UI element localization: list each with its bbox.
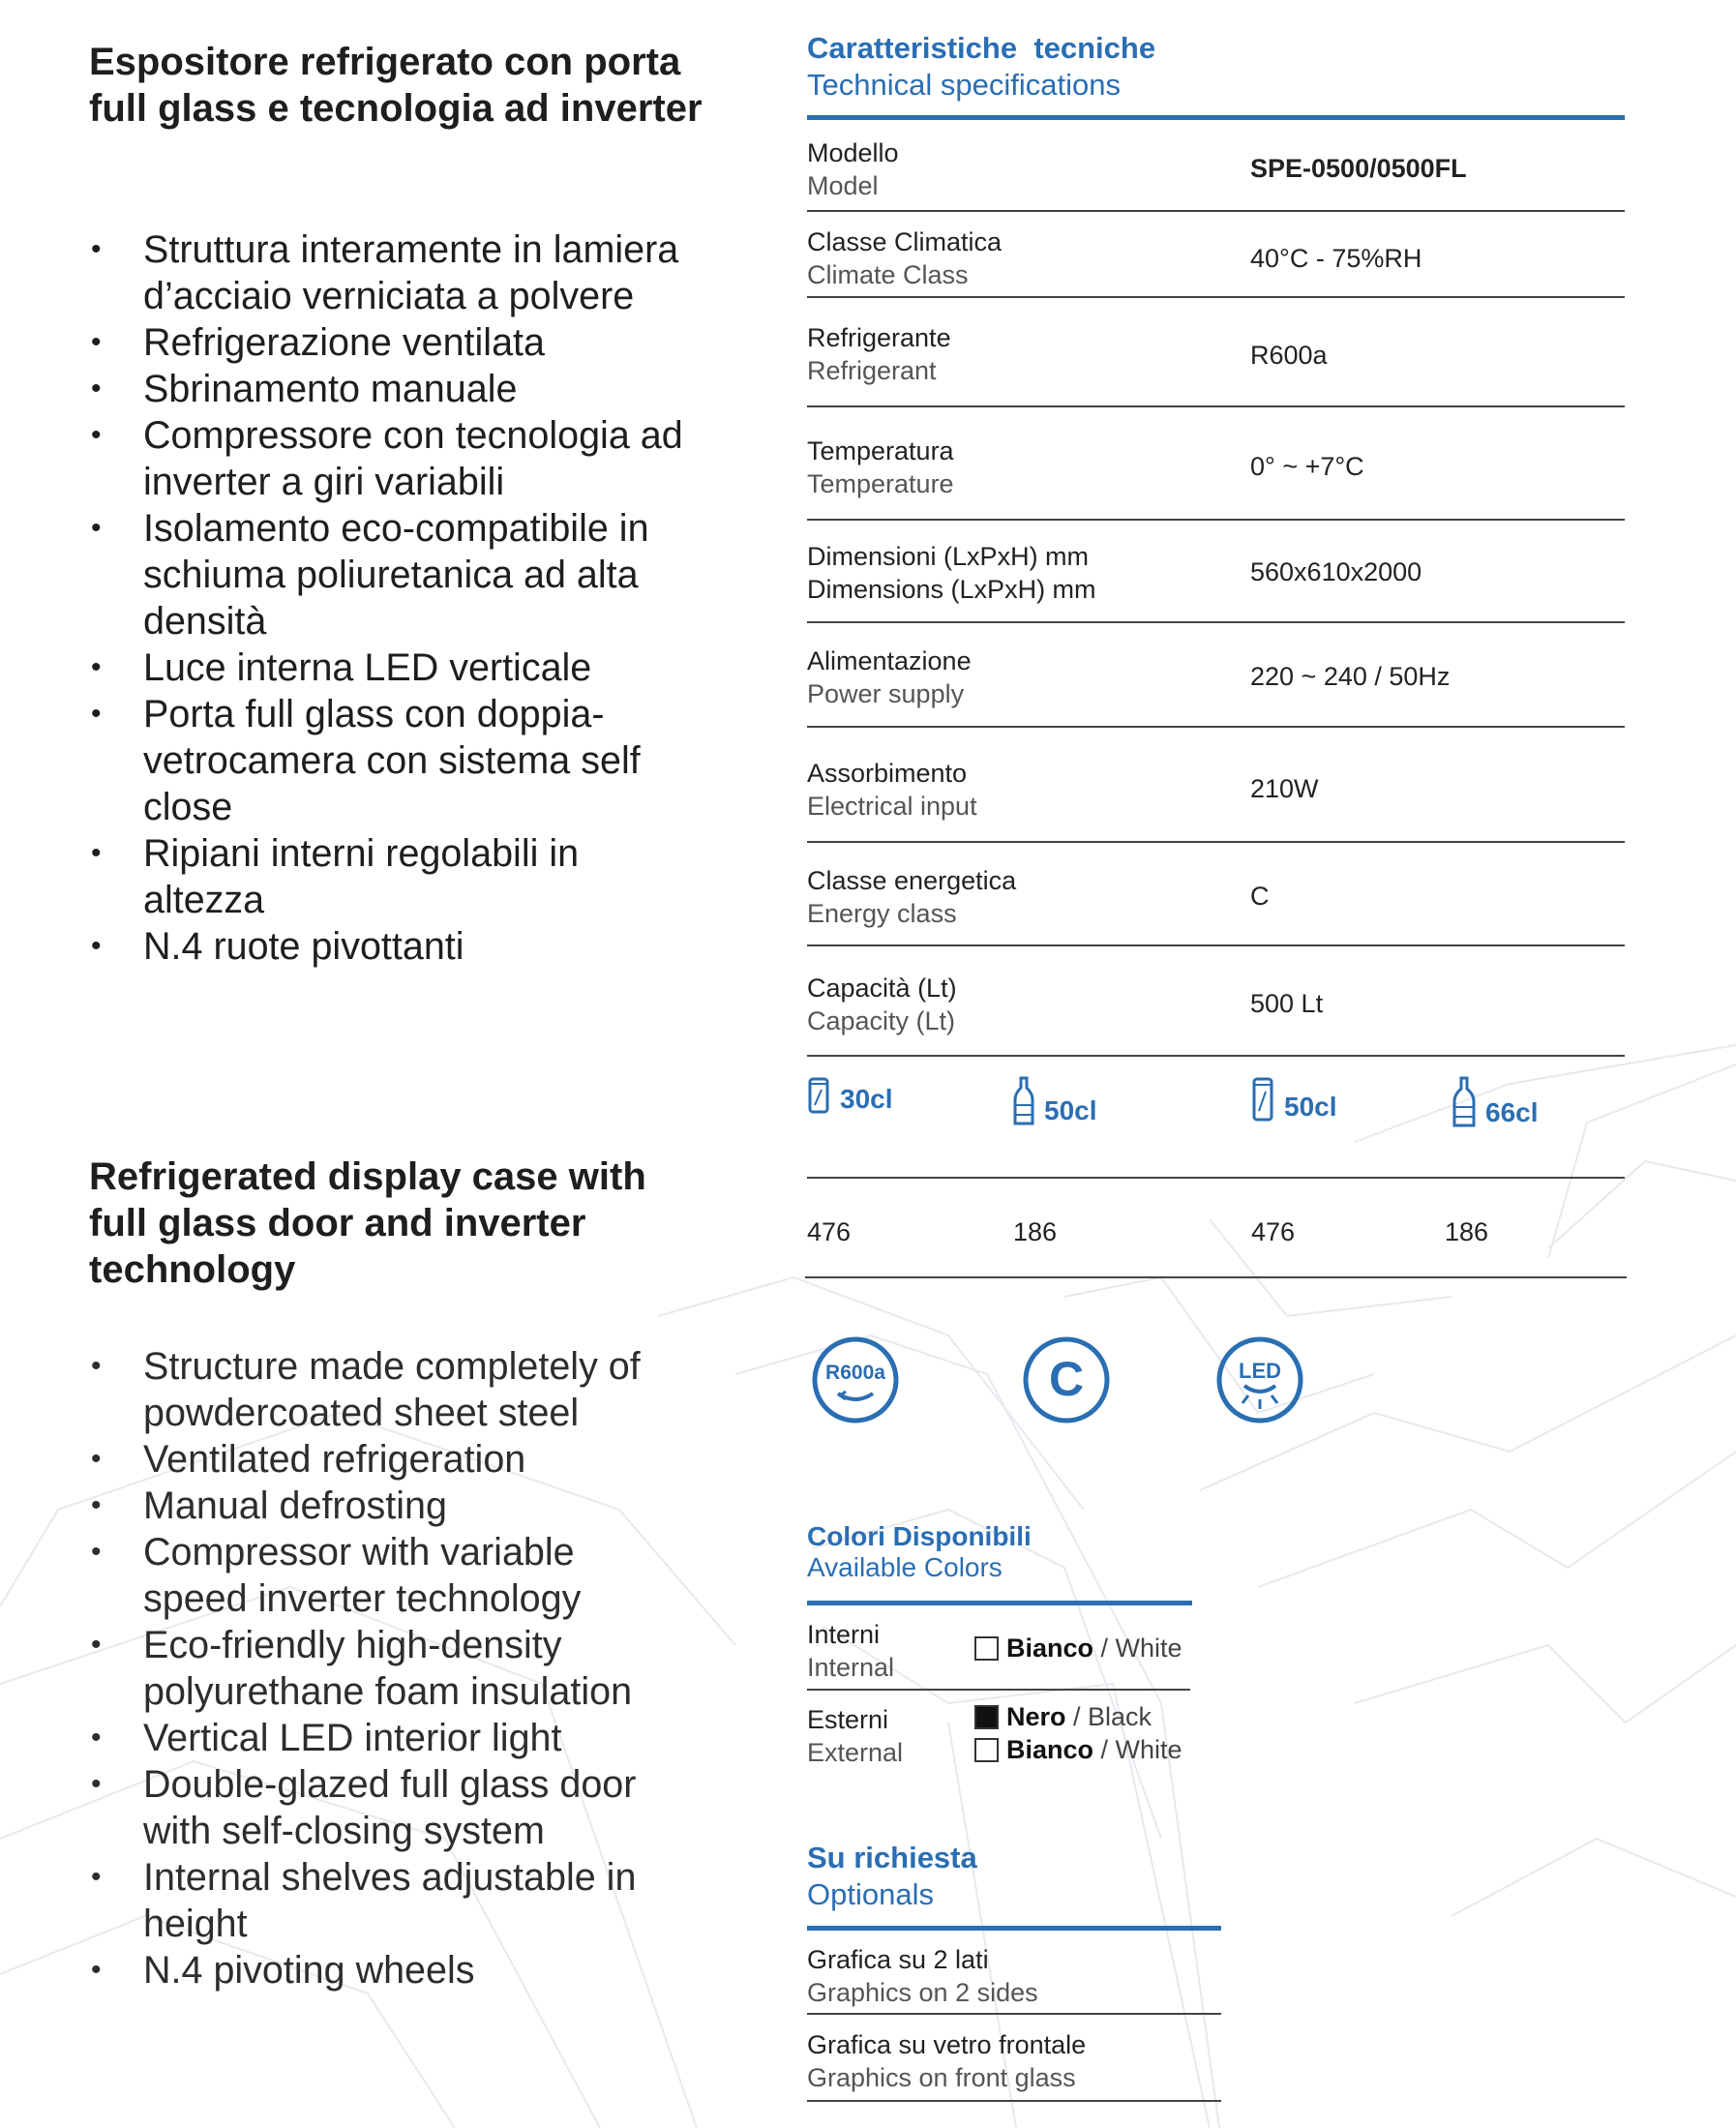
color-name: Bianco bbox=[1006, 1735, 1094, 1764]
color-row-external bbox=[807, 1703, 903, 1769]
color-row-internal bbox=[807, 1618, 894, 1684]
white-swatch-icon bbox=[974, 1636, 999, 1661]
optional-label: Grafica su 2 lati bbox=[807, 1945, 989, 1974]
spec-table bbox=[807, 121, 1625, 1057]
color-divider bbox=[807, 1689, 1190, 1691]
list-item: • Porta full glass con doppia-vetrocamera con sistema self close bbox=[89, 691, 689, 830]
spec-label-en: Refrigerant bbox=[807, 356, 937, 385]
list-item: • Isolamento eco-compatibile in schiuma poliuretanica ad alta densità bbox=[89, 505, 689, 644]
spec-label: Dimensioni (LxPxH) mm bbox=[807, 542, 1090, 571]
optional-label-en: Graphics on 2 sides bbox=[807, 1978, 1038, 2007]
specs-heading-rule bbox=[807, 115, 1625, 120]
capacity-item bbox=[807, 1076, 893, 1115]
spec-label-en: Dimensions (LxPxH) mm bbox=[807, 575, 1096, 604]
spec-value: C bbox=[1250, 882, 1270, 911]
optional-label-en: Graphics on front glass bbox=[807, 2063, 1076, 2092]
spec-label-en: Power supply bbox=[807, 679, 965, 708]
specs-heading-it: Caratteristiche tecniche bbox=[807, 31, 1156, 65]
color-label-en: External bbox=[807, 1738, 904, 1767]
spec-label-en: Energy class bbox=[807, 899, 957, 928]
colors-heading-en: Available Colors bbox=[807, 1552, 1003, 1582]
list-item: • Double-glazed full glass door with self-closing system bbox=[89, 1761, 689, 1854]
spec-value: 210W bbox=[1250, 774, 1319, 803]
spec-row-power-supply bbox=[807, 623, 1625, 728]
italian-feature-list bbox=[89, 226, 689, 970]
spec-label-en: Electrical input bbox=[807, 792, 977, 821]
spec-label-en: Capacity (Lt) bbox=[807, 1006, 956, 1035]
capacity-label: 50cl bbox=[1284, 1092, 1337, 1122]
r600a-badge-label: R600a bbox=[825, 1362, 885, 1384]
color-option bbox=[974, 1702, 1152, 1732]
spec-label-en: Temperature bbox=[807, 469, 954, 498]
spec-label: Classe energetica bbox=[807, 866, 1017, 895]
spec-value: 0° ~ +7°C bbox=[1250, 452, 1364, 481]
color-label-en: Internal bbox=[807, 1653, 895, 1682]
black-swatch-icon bbox=[974, 1705, 999, 1729]
spec-row-electrical-input bbox=[807, 728, 1625, 843]
capacity-count: 476 bbox=[1251, 1217, 1296, 1246]
color-option bbox=[974, 1633, 1182, 1663]
led-badge-label: LED bbox=[1239, 1359, 1281, 1383]
optionals-heading-en: Optionals bbox=[807, 1877, 934, 1911]
capacity-label: 66cl bbox=[1485, 1097, 1539, 1127]
led-badge-icon bbox=[1215, 1335, 1304, 1424]
spec-row-dimensions bbox=[807, 521, 1625, 623]
capacity-item bbox=[1452, 1076, 1539, 1128]
list-item: • Internal shelves adjustable in height bbox=[89, 1854, 689, 1947]
capacity-count: 186 bbox=[1013, 1217, 1058, 1246]
spec-value: R600a bbox=[1250, 341, 1328, 370]
capacity-divider bbox=[807, 1177, 1625, 1179]
list-item: • Ripiani interni regolabili in altezza bbox=[89, 830, 689, 923]
spec-label: Assorbimento bbox=[807, 759, 968, 788]
capacity-label: 50cl bbox=[1044, 1095, 1097, 1125]
list-item: • Vertical LED interior light bbox=[89, 1715, 689, 1761]
list-item: • Ventilated refrigeration bbox=[89, 1436, 689, 1483]
list-item: • N.4 pivoting wheels bbox=[89, 1947, 689, 1993]
capacity-item bbox=[1251, 1076, 1337, 1123]
spec-value: 220 ~ 240 / 50Hz bbox=[1250, 662, 1451, 691]
spec-row-temperature bbox=[807, 407, 1625, 521]
color-label: Esterni bbox=[807, 1705, 889, 1734]
spec-value: 500 Lt bbox=[1250, 989, 1324, 1018]
r600a-badge-icon bbox=[811, 1335, 900, 1424]
optional-item bbox=[807, 1943, 1221, 2015]
spec-label: Classe Climatica bbox=[807, 227, 1003, 256]
italian-title: Espositore refrigerato con porta full glass e tecnologia ad inverter bbox=[89, 41, 703, 130]
optional-label: Grafica su vetro frontale bbox=[807, 2030, 1087, 2059]
optional-item bbox=[807, 2028, 1221, 2102]
list-item: • Sbrinamento manuale bbox=[89, 366, 689, 412]
bottle-icon bbox=[1013, 1076, 1034, 1126]
spec-value: SPE-0500/0500FL bbox=[1250, 154, 1467, 183]
list-item: • Compressore con tecnologia ad inverter a giri variabili bbox=[89, 412, 689, 505]
capacity-item bbox=[1013, 1076, 1097, 1126]
spec-row-model bbox=[807, 121, 1625, 212]
can-icon bbox=[807, 1076, 830, 1115]
color-name-en: / White bbox=[1093, 1633, 1182, 1663]
spec-label: Temperatura bbox=[807, 436, 954, 465]
spec-label: Modello bbox=[807, 138, 899, 167]
spec-label: Capacità (Lt) bbox=[807, 974, 957, 1003]
spec-row-energy-class bbox=[807, 843, 1625, 946]
spec-row-refrigerant bbox=[807, 298, 1625, 407]
list-item: • Eco-friendly high-density polyurethane foam insulation bbox=[89, 1622, 689, 1715]
color-option bbox=[974, 1735, 1182, 1765]
capacity-count: 476 bbox=[807, 1217, 852, 1246]
color-name-en: / White bbox=[1093, 1735, 1182, 1764]
list-item: • Refrigerazione ventilata bbox=[89, 319, 689, 366]
optionals-heading-rule bbox=[807, 1926, 1221, 1931]
list-item: • Structure made completely of powdercoated sheet steel bbox=[89, 1343, 689, 1436]
capacity-values-row bbox=[807, 1217, 1625, 1256]
white-swatch-icon bbox=[974, 1738, 999, 1762]
spec-row-climate-class bbox=[807, 212, 1625, 298]
list-item: • Luce interna LED verticale bbox=[89, 644, 689, 691]
spec-label: Refrigerante bbox=[807, 323, 951, 352]
colors-heading-it: Colori Disponibili bbox=[807, 1521, 1032, 1551]
spec-label: Alimentazione bbox=[807, 646, 972, 675]
color-name-en: / Black bbox=[1065, 1702, 1152, 1731]
list-item: • Manual defrosting bbox=[89, 1483, 689, 1529]
color-name: Nero bbox=[1006, 1702, 1066, 1731]
list-item: • Compressor with variable speed inverter technology bbox=[89, 1529, 689, 1622]
optionals-heading-it: Su richiesta bbox=[807, 1841, 977, 1874]
energy-class-badge-label: C bbox=[1048, 1352, 1085, 1406]
english-title: Refrigerated display case with full glass door and inverter technology bbox=[89, 1155, 646, 1291]
capacity-icons-row bbox=[807, 1076, 1625, 1130]
list-item: • Struttura interamente in lamiera d’acciaio verniciata a polvere bbox=[89, 226, 689, 319]
spec-value: 40°C - 75%RH bbox=[1250, 244, 1422, 273]
spec-label-en: Model bbox=[807, 171, 879, 200]
english-feature-list bbox=[89, 1343, 689, 1993]
can-icon bbox=[1251, 1076, 1274, 1123]
energy-class-badge-icon bbox=[1022, 1335, 1111, 1424]
color-label: Interni bbox=[807, 1620, 881, 1649]
colors-heading-rule bbox=[807, 1601, 1192, 1605]
spec-value: 560x610x2000 bbox=[1250, 557, 1422, 586]
list-item: • N.4 ruote pivottanti bbox=[89, 923, 689, 970]
color-name: Bianco bbox=[1006, 1633, 1094, 1663]
bottle-icon bbox=[1452, 1076, 1476, 1128]
capacity-count: 186 bbox=[1445, 1217, 1489, 1246]
spec-label-en: Climate Class bbox=[807, 260, 969, 289]
capacity-label: 30cl bbox=[840, 1084, 893, 1114]
spec-row-capacity bbox=[807, 946, 1625, 1057]
specs-heading-en: Technical specifications bbox=[807, 68, 1121, 102]
capacity-bottom-divider bbox=[805, 1276, 1627, 1278]
